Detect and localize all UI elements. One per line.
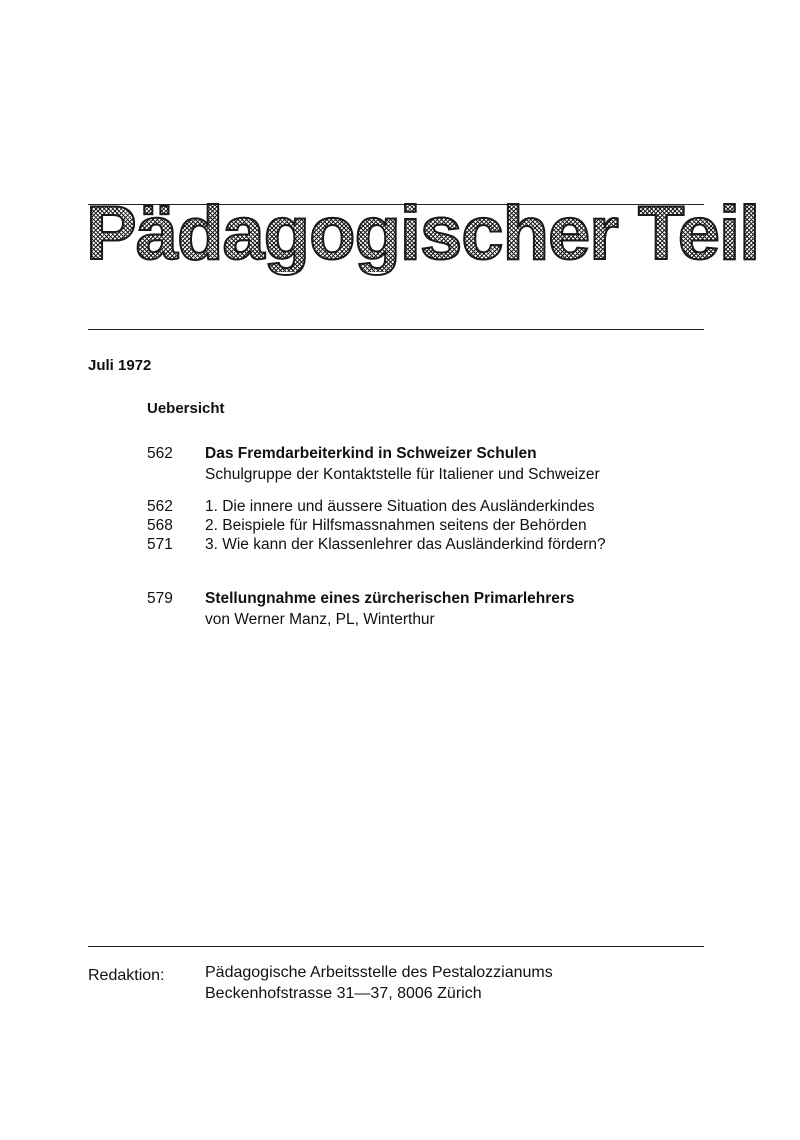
section-title: 3. Wie kann der Klassenlehrer das Ausländerkind fördern? (205, 536, 606, 553)
overview-heading: Uebersicht (147, 400, 225, 417)
page-title: Pädagogischer Teil (86, 191, 760, 276)
section-page-number: 562 (147, 498, 173, 515)
section-title: 2. Beispiele für Hilfsmassnahmen seitens der Behörden (205, 517, 587, 534)
section-row (147, 535, 606, 554)
section-row (147, 497, 594, 516)
article-1-page-number: 562 (147, 445, 173, 462)
article-1-author: Schulgruppe der Kontaktstelle für Italiener und Schweizer (205, 466, 600, 483)
section-title: 1. Die innere und äussere Situation des Ausländerkindes (205, 498, 595, 515)
editorial-address (205, 962, 553, 1004)
section-row (147, 516, 587, 535)
article-2-page-number: 579 (147, 590, 173, 607)
editorial-label: Redaktion: (88, 967, 165, 984)
section-page-number: 568 (147, 517, 173, 534)
article-1-title: Das Fremdarbeiterkind in Schweizer Schulen (205, 445, 537, 462)
editorial-institution: Pädagogische Arbeitsstelle des Pestalozzianums (205, 964, 553, 981)
title-underline-rule (88, 329, 704, 330)
issue-date: Juli 1972 (88, 357, 152, 374)
editorial-street-address: Beckenhofstrasse 31—37, 8006 Zürich (205, 985, 482, 1002)
article-2-author: von Werner Manz, PL, Winterthur (205, 611, 435, 628)
footer-rule (88, 946, 704, 947)
article-2-title: Stellungnahme eines zürcherischen Primarlehrers (205, 590, 575, 607)
section-page-number: 571 (147, 536, 173, 553)
